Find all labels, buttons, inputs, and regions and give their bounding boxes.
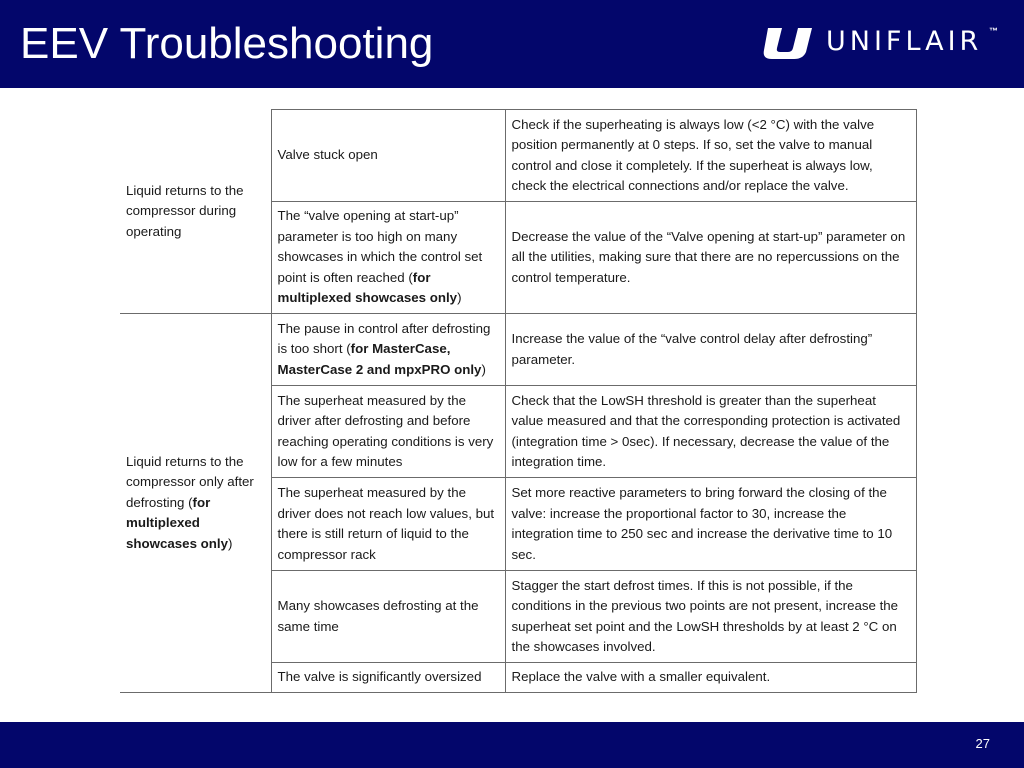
problem-emphasis: for multiplexed showcases only: [126, 494, 228, 551]
uniflair-logo: [762, 22, 1007, 62]
solution-cell: [505, 663, 916, 693]
solution-cell: [505, 202, 916, 314]
cause-text: The superheat measured by the driver after defrosting and before reaching operating conditions is very low for a few minutes: [277, 392, 494, 469]
cause-text: The valve is significantly oversized: [277, 669, 482, 685]
header-bar: [0, 0, 1024, 88]
cause-cell: [271, 314, 505, 386]
solution-cell: [505, 314, 916, 386]
table-row: [120, 314, 916, 386]
cause-text: Many showcases defrosting at the same time: [277, 598, 479, 634]
cause-emphasis: for MasterCase, MasterCase 2 and mpxPRO only: [277, 341, 482, 377]
solution-text: Check if the superheating is always low (<2 °C) with the valve position permanently at 0 steps. If so, set the valve to manual control and close it completely. If the superheat is always low, check the electrical connections and/or replace the valve.: [511, 116, 875, 193]
footer-bar: [0, 722, 1024, 768]
troubleshooting-table: [120, 109, 916, 693]
cause-text: The superheat measured by the driver does not reach low values, but there is still return of liquid to the compressor rack: [277, 485, 495, 562]
cause-text-end: ): [457, 290, 462, 306]
cause-cell: [271, 571, 505, 663]
cause-text: The “valve opening at start-up” parameter is too high on many showcases in which the control set point is often reached (: [277, 208, 483, 285]
cause-text-end: ): [481, 361, 486, 377]
cause-cell: [271, 663, 505, 693]
solution-cell: [505, 478, 916, 571]
cause-cell: [271, 110, 505, 202]
solution-text: Set more reactive parameters to bring forward the closing of the valve: increase the proportional factor to 30, increase the integration time to 250 sec and increase the derivative time to 10 sec.: [511, 485, 893, 562]
page-title: EEV Troubleshooting: [20, 19, 434, 68]
solution-text: Check that the LowSH threshold is greater than the superheat value measured and that the corresponding protection is activated (integration time > 0sec). If necessary, decrease the value of the integration time.: [511, 392, 901, 469]
problem-text: Liquid returns to the compressor during operating: [126, 182, 244, 239]
solution-text: Replace the valve with a smaller equivalent.: [511, 669, 771, 685]
page-number: 27: [975, 736, 990, 751]
problem-text: Liquid returns to the compressor only after defrosting (: [126, 453, 254, 510]
solution-text: Decrease the value of the “Valve opening at start-up” parameter on all the utilities, making sure that there are no repercussions on the control temperature.: [511, 228, 906, 285]
solution-text: Increase the value of the “valve control delay after defrosting” parameter.: [511, 331, 873, 367]
solution-cell: [505, 571, 916, 663]
cause-text: The pause in control after defrosting is too short (: [277, 320, 491, 357]
cause-cell: [271, 202, 505, 314]
problem-cell: [120, 110, 271, 314]
problem-text-end: ): [228, 535, 233, 551]
cause-text: Valve stuck open: [277, 147, 378, 163]
cause-emphasis: for multiplexed showcases only: [277, 269, 458, 306]
cause-cell: [271, 386, 505, 478]
uniflair-mark-icon: [762, 26, 820, 60]
problem-cell: [120, 314, 271, 693]
solution-cell: [505, 386, 916, 478]
solution-cell: [505, 110, 916, 202]
solution-text: Stagger the start defrost times. If this is not possible, if the conditions in the previous two points are not present, increase the superheat set point and the LowSH thresholds by at least 2 °C on the showcases involved.: [511, 577, 899, 654]
cause-cell: [271, 478, 505, 571]
logo-text: UNIFLAIR: [826, 26, 983, 57]
logo-trademark: ™: [989, 26, 998, 36]
table-row: [120, 110, 916, 202]
